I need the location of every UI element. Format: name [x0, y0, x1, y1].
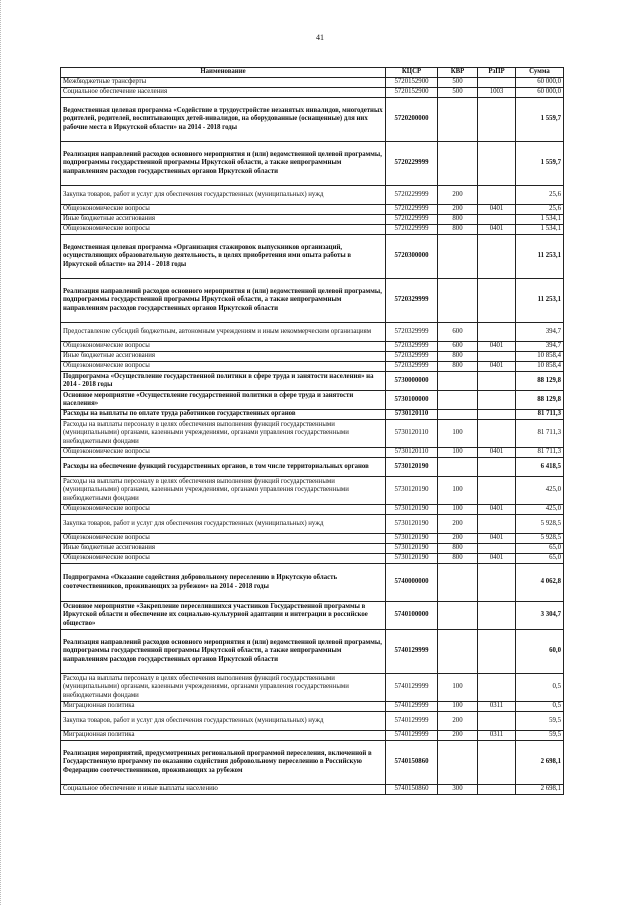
row-rzpr: 0401 — [478, 225, 516, 235]
row-sum: 88 129,8 — [516, 372, 564, 391]
row-kvr: 200 — [438, 712, 478, 731]
row-sum: 6 418,5 — [516, 458, 564, 477]
row-sum: 11 253,1 — [516, 279, 564, 323]
row-sum: 10 858,4 — [516, 362, 564, 372]
row-rzpr — [478, 279, 516, 323]
table-row — [61, 630, 564, 674]
header-sum: Сумма — [516, 68, 564, 78]
row-rzpr — [478, 785, 516, 795]
row-sum: 65,0 — [516, 544, 564, 554]
row-kvr: 300 — [438, 785, 478, 795]
table-row — [61, 741, 564, 785]
row-kvr — [438, 410, 478, 420]
table-row — [61, 448, 564, 458]
table-row — [61, 362, 564, 372]
row-kvr — [438, 372, 478, 391]
row-rzpr — [478, 515, 516, 534]
table-row — [61, 505, 564, 515]
table-row — [61, 323, 564, 342]
row-name: Основное мероприятие «Осуществление государственной политики в сфере труда и занятости населения» — [61, 391, 386, 410]
row-rzpr — [478, 602, 516, 630]
row-name: Иные бюджетные ассигнования — [61, 352, 386, 362]
row-kcsr: 5740100000 — [386, 602, 438, 630]
row-kcsr: 5730100000 — [386, 391, 438, 410]
row-kvr: 100 — [438, 420, 478, 448]
table-header-row — [61, 68, 564, 78]
row-name: Межбюджетные трансферты — [61, 78, 386, 88]
row-rzpr: 0401 — [478, 205, 516, 215]
row-kvr — [438, 630, 478, 674]
row-kvr: 200 — [438, 186, 478, 205]
row-rzpr — [478, 741, 516, 785]
row-rzpr — [478, 372, 516, 391]
row-kvr: 800 — [438, 225, 478, 235]
row-sum: 59,5 — [516, 712, 564, 731]
row-kvr — [438, 741, 478, 785]
row-kvr: 800 — [438, 215, 478, 225]
row-name: Общеэкономические вопросы — [61, 342, 386, 352]
table-row — [61, 674, 564, 702]
row-name: Расходы на выплаты персоналу в целях обеспечения выполнения функций государственными (муниципальными) органами, казенными учреждениями, органами управления государственными внебюджетными фондами — [61, 420, 386, 448]
row-kvr — [438, 564, 478, 602]
table-row — [61, 205, 564, 215]
row-kcsr: 5730120190 — [386, 554, 438, 564]
row-kvr: 100 — [438, 674, 478, 702]
row-name: Общеэкономические вопросы — [61, 225, 386, 235]
row-name: Ведомственная целевая программа «Организация стажировок выпускников организаций, осуществляющих образовательную деятельность, в целях приобретения ими опыта работы в Иркутской области» на 2014 - 2018 годы — [61, 235, 386, 279]
table-row — [61, 88, 564, 98]
row-name: Общеэкономические вопросы — [61, 448, 386, 458]
row-kcsr: 5720229999 — [386, 215, 438, 225]
row-name: Иные бюджетные ассигнования — [61, 544, 386, 554]
row-kcsr: 5730120190 — [386, 477, 438, 505]
row-rzpr — [478, 458, 516, 477]
row-rzpr: 0311 — [478, 702, 516, 712]
row-rzpr — [478, 235, 516, 279]
table-row — [61, 702, 564, 712]
row-rzpr — [478, 391, 516, 410]
row-rzpr — [478, 323, 516, 342]
row-name: Закупка товаров, работ и услуг для обеспечения государственных (муниципальных) нужд — [61, 712, 386, 731]
table-row — [61, 391, 564, 410]
row-kvr: 500 — [438, 78, 478, 88]
row-kcsr: 5740150860 — [386, 785, 438, 795]
row-kcsr: 5740129999 — [386, 731, 438, 741]
table-row — [61, 78, 564, 88]
row-kcsr: 5720229999 — [386, 186, 438, 205]
row-kcsr: 5730120110 — [386, 410, 438, 420]
row-sum: 4 062,8 — [516, 564, 564, 602]
header-kcsr: КЦСР — [386, 68, 438, 78]
row-name: Социальное обеспечение и иные выплаты населению — [61, 785, 386, 795]
row-sum: 2 698,1 — [516, 741, 564, 785]
row-sum: 1 534,1 — [516, 215, 564, 225]
table-row — [61, 225, 564, 235]
row-sum: 25,6 — [516, 186, 564, 205]
row-kvr: 100 — [438, 477, 478, 505]
row-name: Подпрограмма «Оказание содействия добровольному переселению в Иркутскую область соотечественников, проживающих за рубежом» на 2014 - 2018 годы — [61, 564, 386, 602]
row-rzpr — [478, 352, 516, 362]
table-row — [61, 564, 564, 602]
row-rzpr — [478, 78, 516, 88]
header-name: Наименование — [61, 68, 386, 78]
table-row — [61, 602, 564, 630]
row-kvr: 600 — [438, 323, 478, 342]
row-rzpr — [478, 477, 516, 505]
row-sum: 1 534,1 — [516, 225, 564, 235]
table-row — [61, 534, 564, 544]
header-kvr: КВР — [438, 68, 478, 78]
row-kvr — [438, 98, 478, 142]
row-sum: 5 928,5 — [516, 534, 564, 544]
row-name: Общеэкономические вопросы — [61, 362, 386, 372]
page-number: 41 — [316, 33, 324, 42]
table-row — [61, 352, 564, 362]
table-row — [61, 279, 564, 323]
row-sum: 65,0 — [516, 554, 564, 564]
row-rzpr: 0401 — [478, 554, 516, 564]
row-sum: 5 928,5 — [516, 515, 564, 534]
table-row — [61, 554, 564, 564]
row-rzpr — [478, 215, 516, 225]
row-sum: 0,5 — [516, 702, 564, 712]
row-kcsr: 5740129999 — [386, 702, 438, 712]
row-kvr: 100 — [438, 505, 478, 515]
table-row — [61, 712, 564, 731]
row-name: Основное мероприятие «Закрепление переселившихся участников Государственной программы в Иркутской области и обеспечение их социально-культурной адаптации и интеграции в российское общество» — [61, 602, 386, 630]
row-kcsr: 5730120190 — [386, 515, 438, 534]
row-name: Реализация направлений расходов основного мероприятия и (или) ведомственной целевой программы, подпрограммы государственной программы Иркутской области, а также непрограммным направлениям расходов государственных органов Иркутской области — [61, 279, 386, 323]
row-sum: 25,6 — [516, 205, 564, 215]
row-kvr: 100 — [438, 448, 478, 458]
row-rzpr: 1003 — [478, 88, 516, 98]
table-row — [61, 515, 564, 534]
budget-table — [60, 67, 564, 795]
scan-edge-mark — [0, 0, 5, 905]
row-kvr — [438, 279, 478, 323]
row-name: Расходы на выплаты персоналу в целях обеспечения выполнения функций государственными (муниципальными) органами, казенными учреждениями, органами управления государственными внебюджетными фондами — [61, 477, 386, 505]
row-kcsr: 5720229999 — [386, 225, 438, 235]
row-sum: 1 559,7 — [516, 142, 564, 186]
table-row — [61, 372, 564, 391]
row-rzpr: 0401 — [478, 448, 516, 458]
row-kcsr: 5720329999 — [386, 352, 438, 362]
table-row — [61, 215, 564, 225]
row-kcsr: 5730120190 — [386, 544, 438, 554]
table-row — [61, 342, 564, 352]
row-kcsr: 5740129999 — [386, 674, 438, 702]
row-kvr: 200 — [438, 205, 478, 215]
row-sum: 60 000,0 — [516, 88, 564, 98]
row-name: Общеэкономические вопросы — [61, 554, 386, 564]
row-rzpr — [478, 674, 516, 702]
table-row — [61, 544, 564, 554]
row-kcsr: 5720329999 — [386, 342, 438, 352]
row-kvr — [438, 458, 478, 477]
row-rzpr — [478, 712, 516, 731]
row-kcsr: 5740129999 — [386, 630, 438, 674]
row-kcsr: 5720229999 — [386, 142, 438, 186]
row-rzpr — [478, 186, 516, 205]
row-sum: 1 559,7 — [516, 98, 564, 142]
row-kcsr: 5730120190 — [386, 505, 438, 515]
row-name: Общеэкономические вопросы — [61, 505, 386, 515]
row-kvr: 800 — [438, 554, 478, 564]
row-name: Расходы на выплаты по оплате труда работников государственных органов — [61, 410, 386, 420]
row-rzpr: 0401 — [478, 505, 516, 515]
row-sum: 10 858,4 — [516, 352, 564, 362]
row-name: Реализация мероприятий, предусмотренных региональной программой переселения, включенной в Государственную программу по оказанию содействия добровольному переселению в Российскую Федерацию соотечественников, проживающих за рубежом — [61, 741, 386, 785]
row-rzpr — [478, 420, 516, 448]
row-sum: 11 253,1 — [516, 235, 564, 279]
row-rzpr — [478, 142, 516, 186]
table-row — [61, 731, 564, 741]
table-row — [61, 410, 564, 420]
row-name: Предоставление субсидий бюджетным, автономным учреждениям и иным некоммерческим организациям — [61, 323, 386, 342]
row-kcsr: 5720329999 — [386, 362, 438, 372]
row-sum: 3 304,7 — [516, 602, 564, 630]
row-name: Реализация направлений расходов основного мероприятия и (или) ведомственной целевой программы, подпрограммы государственной программы Иркутской области, а также непрограммным направлениям расходов государственных органов Иркутской области — [61, 142, 386, 186]
row-kcsr: 5720329999 — [386, 279, 438, 323]
row-sum: 394,7 — [516, 323, 564, 342]
row-kcsr: 5730120110 — [386, 448, 438, 458]
row-name: Закупка товаров, работ и услуг для обеспечения государственных (муниципальных) нужд — [61, 515, 386, 534]
row-sum: 425,0 — [516, 477, 564, 505]
row-sum: 88 129,8 — [516, 391, 564, 410]
row-name: Общеэкономические вопросы — [61, 205, 386, 215]
row-kvr — [438, 391, 478, 410]
table-row — [61, 142, 564, 186]
row-kcsr: 5740150860 — [386, 741, 438, 785]
row-kcsr: 5730000000 — [386, 372, 438, 391]
row-sum: 2 698,1 — [516, 785, 564, 795]
row-rzpr — [478, 630, 516, 674]
row-sum: 425,0 — [516, 505, 564, 515]
row-kcsr: 5720152900 — [386, 88, 438, 98]
row-name: Социальное обеспечение населения — [61, 88, 386, 98]
row-sum: 394,7 — [516, 342, 564, 352]
row-kvr: 100 — [438, 702, 478, 712]
row-name: Миграционная политика — [61, 731, 386, 741]
row-name: Миграционная политика — [61, 702, 386, 712]
row-sum: 81 711,3 — [516, 410, 564, 420]
table-row — [61, 420, 564, 448]
row-rzpr: 0311 — [478, 731, 516, 741]
row-rzpr — [478, 544, 516, 554]
row-sum: 0,5 — [516, 674, 564, 702]
row-name: Реализация направлений расходов основного мероприятия и (или) ведомственной целевой программы, подпрограммы государственной программы Иркутской области, а также непрограммным направлениям расходов государственных органов Иркутской области — [61, 630, 386, 674]
row-name: Расходы на выплаты персоналу в целях обеспечения выполнения функций государственными (муниципальными) органами, казенными учреждениями, органами управления государственными внебюджетными фондами — [61, 674, 386, 702]
row-name: Ведомственная целевая программа «Содействие в трудоустройстве незанятых инвалидов, многодетных родителей, родителей, воспитывающих детей-инвалидов, на оборудованные (оснащенные) для них рабочие места в Иркутской области» на 2014 - 2018 годы — [61, 98, 386, 142]
row-rzpr: 0401 — [478, 534, 516, 544]
row-kcsr: 5720200000 — [386, 98, 438, 142]
row-kcsr: 5730120190 — [386, 458, 438, 477]
header-rzpr: РзПР — [478, 68, 516, 78]
row-kvr — [438, 235, 478, 279]
table-row — [61, 458, 564, 477]
row-kvr — [438, 602, 478, 630]
table-row — [61, 186, 564, 205]
row-sum: 81 711,3 — [516, 448, 564, 458]
row-kvr: 800 — [438, 362, 478, 372]
row-rzpr — [478, 98, 516, 142]
table-row — [61, 235, 564, 279]
table-row — [61, 98, 564, 142]
row-rzpr — [478, 564, 516, 602]
row-kvr: 600 — [438, 342, 478, 352]
row-kcsr: 5720300000 — [386, 235, 438, 279]
row-rzpr: 0401 — [478, 342, 516, 352]
row-kvr: 200 — [438, 534, 478, 544]
row-kvr: 800 — [438, 544, 478, 554]
row-kvr: 800 — [438, 352, 478, 362]
row-kvr: 500 — [438, 88, 478, 98]
row-kvr — [438, 142, 478, 186]
table-row — [61, 785, 564, 795]
row-name: Расходы на обеспечение функций государственных органов, в том числе территориальных органов — [61, 458, 386, 477]
row-kcsr: 5730120190 — [386, 534, 438, 544]
row-kcsr: 5720152900 — [386, 78, 438, 88]
row-name: Закупка товаров, работ и услуг для обеспечения государственных (муниципальных) нужд — [61, 186, 386, 205]
row-kcsr: 5730120110 — [386, 420, 438, 448]
row-kvr: 200 — [438, 515, 478, 534]
row-name: Иные бюджетные ассигнования — [61, 215, 386, 225]
row-name: Подпрограмма «Осуществление государственной политики в сфере труда и занятости населения» на 2014 - 2018 годы — [61, 372, 386, 391]
row-kvr: 200 — [438, 731, 478, 741]
row-kcsr: 5740000000 — [386, 564, 438, 602]
row-name: Общеэкономические вопросы — [61, 534, 386, 544]
row-sum: 59,5 — [516, 731, 564, 741]
row-kcsr: 5720329999 — [386, 323, 438, 342]
row-kcsr: 5740129999 — [386, 712, 438, 731]
table-row — [61, 477, 564, 505]
row-rzpr — [478, 410, 516, 420]
row-sum: 60,0 — [516, 630, 564, 674]
row-sum: 81 711,3 — [516, 420, 564, 448]
row-rzpr: 0401 — [478, 362, 516, 372]
row-sum: 60 000,0 — [516, 78, 564, 88]
row-kcsr: 5720229999 — [386, 205, 438, 215]
